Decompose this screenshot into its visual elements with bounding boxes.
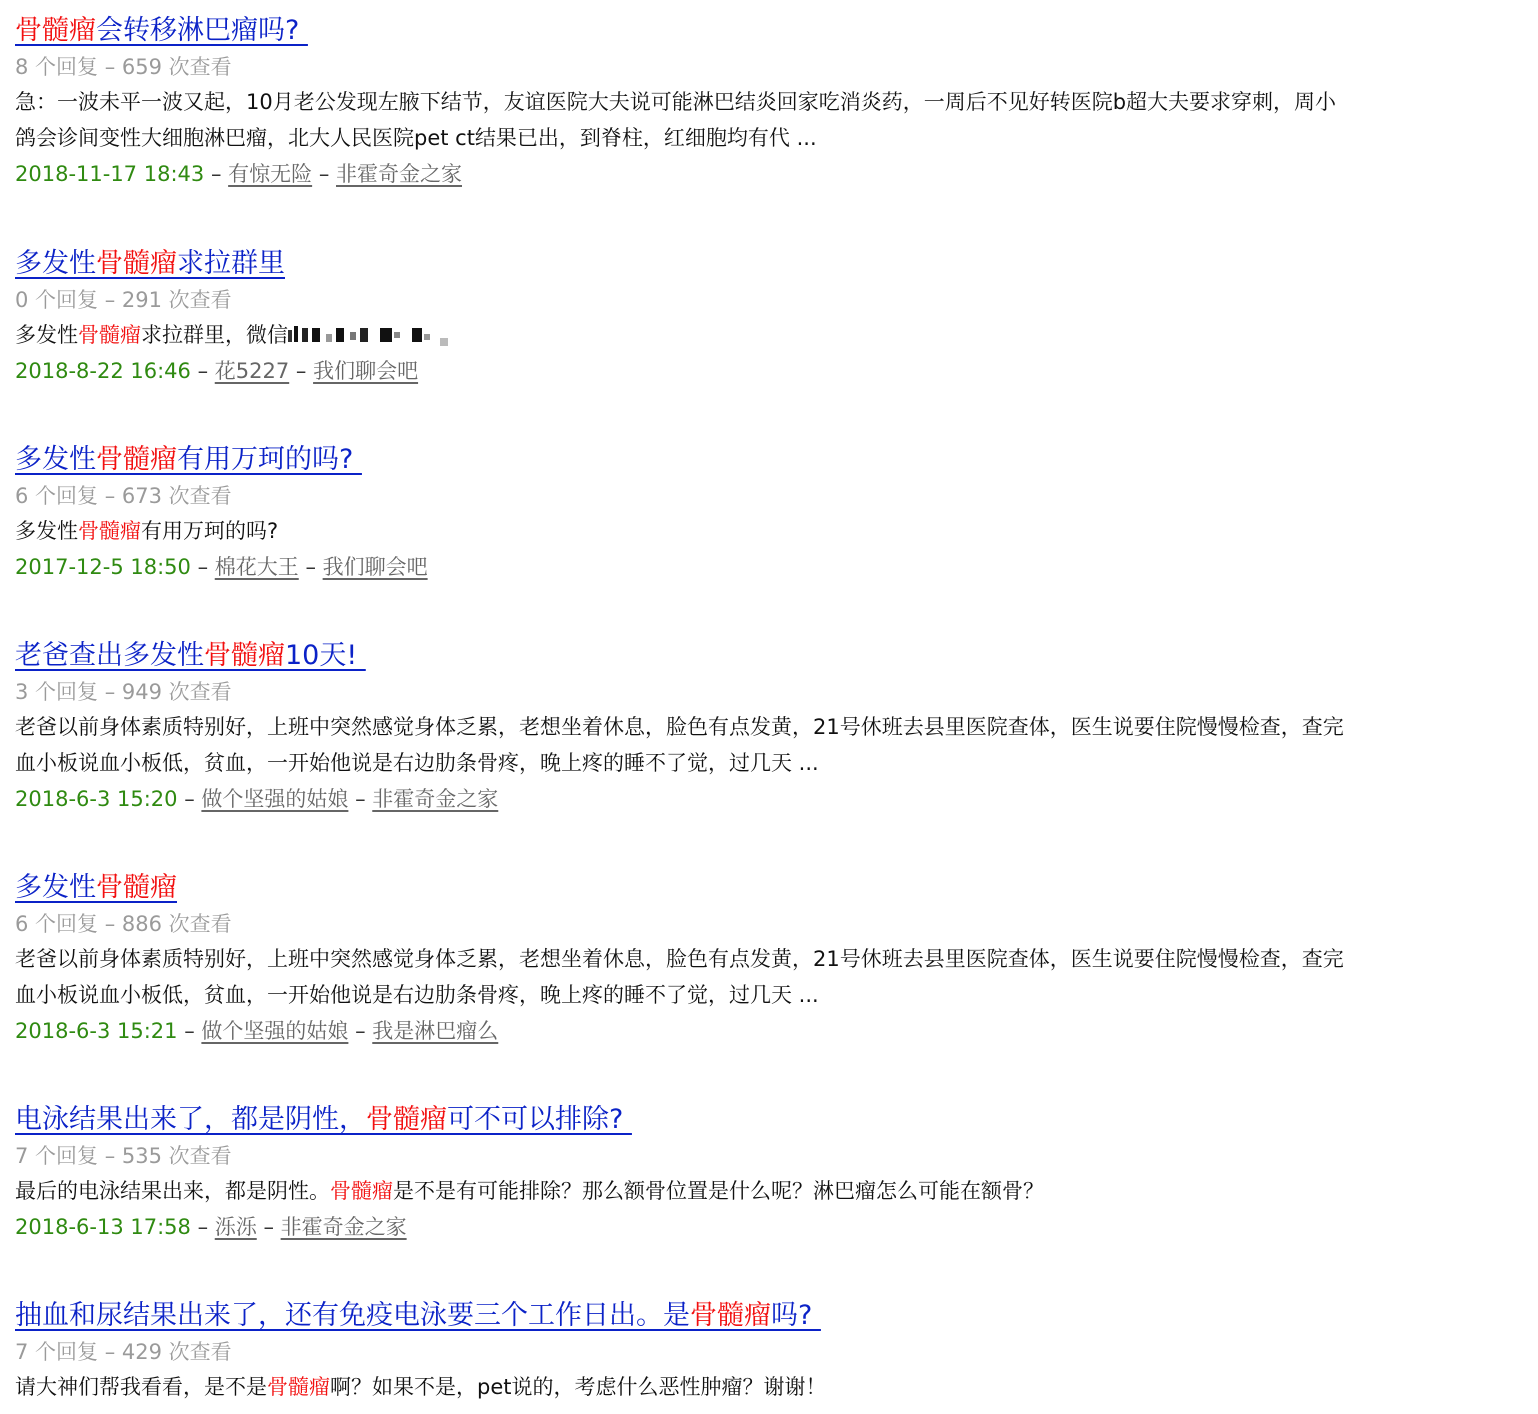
separator: – — [104, 1340, 116, 1364]
post-date: 2018-11-17 18:43 — [15, 162, 205, 186]
title-text: 多发性 — [15, 872, 96, 903]
author-link[interactable]: 做个坚强的姑娘 — [201, 787, 349, 811]
mosaic-block — [412, 328, 422, 342]
snippet-text: 啊？如果不是，pet说的，考虑什么恶性肿瘤？谢谢！ — [330, 1375, 827, 1399]
snippet-keyword-highlight: 骨髓瘤 — [78, 519, 141, 543]
redacted-contact-mosaic — [288, 324, 450, 348]
mosaic-block — [326, 334, 332, 342]
result-title-link[interactable] — [15, 441, 362, 479]
separator: – — [104, 912, 116, 936]
reply-count: 7 个回复 — [15, 1144, 99, 1168]
author-link[interactable]: 花5227 — [214, 359, 290, 383]
snippet-text: 是不是有可能排除？那么额骨位置是什么呢？淋巴瘤怎么可能在额骨？ — [393, 1179, 1044, 1203]
snippet-text: 求拉群里，微信 — [141, 323, 288, 347]
mosaic-block — [380, 328, 392, 342]
snippet-line — [15, 120, 1530, 156]
mosaic-block — [350, 332, 356, 340]
result-snippet — [15, 1173, 1530, 1209]
mosaic-block — [424, 334, 430, 340]
mosaic-block — [440, 338, 448, 346]
result-stats — [15, 907, 1530, 941]
result-item — [15, 869, 1530, 1049]
forum-link[interactable]: 非霍奇金之家 — [280, 1215, 407, 1239]
forum-link[interactable]: 我们聊会吧 — [313, 359, 419, 383]
snippet-keyword-highlight: 骨髓瘤 — [330, 1179, 393, 1203]
title-keyword-highlight: 骨髓瘤 — [690, 1300, 771, 1331]
snippet-keyword-highlight: 骨髓瘤 — [267, 1375, 330, 1399]
result-footer — [15, 1209, 1530, 1245]
result-snippet — [15, 1369, 1530, 1405]
snippet-line — [15, 317, 1530, 353]
title-text: 多发性 — [15, 444, 96, 475]
snippet-text: 多发性 — [15, 323, 78, 347]
title-text: 求拉群里 — [177, 248, 285, 279]
title-text: 可不可以排除? — [447, 1104, 632, 1135]
separator: – — [318, 162, 330, 186]
forum-link[interactable]: 非霍奇金之家 — [372, 787, 499, 811]
separator: – — [184, 787, 195, 811]
result-title-link[interactable] — [15, 245, 285, 283]
separator: – — [210, 162, 222, 186]
result-title-link[interactable] — [15, 1297, 821, 1335]
result-item — [15, 12, 1530, 192]
mosaic-block — [288, 330, 292, 342]
reply-count: 6 个回复 — [15, 912, 99, 936]
forum-link[interactable]: 非霍奇金之家 — [336, 162, 462, 186]
result-stats — [15, 1335, 1530, 1369]
title-keyword-highlight: 骨髓瘤 — [15, 15, 96, 46]
snippet-line — [15, 84, 1530, 120]
result-snippet — [15, 709, 1530, 781]
mosaic-block — [336, 328, 344, 342]
result-stats — [15, 283, 1530, 317]
snippet-text: 老爸以前身体素质特别好，上班中突然感觉身体乏累，老想坐着休息，脸色有点发黄，21号休班去县里医院查体，医生说要住院慢慢检查，查完 — [15, 715, 1344, 739]
result-title-link[interactable] — [15, 1101, 632, 1139]
result-item — [15, 245, 1530, 389]
snippet-text: 鸽会诊间变性大细胞淋巴瘤，北大人民医院pet ct结果已出，到脊柱，红细胞均有代 ... — [15, 126, 817, 150]
view-count: 659 次查看 — [121, 55, 232, 79]
view-count: 429 次查看 — [121, 1340, 232, 1364]
result-stats — [15, 50, 1530, 84]
result-snippet — [15, 84, 1530, 156]
mosaic-block — [294, 326, 298, 342]
separator: – — [355, 787, 366, 811]
mosaic-block — [302, 328, 308, 342]
result-footer — [15, 781, 1530, 817]
title-text: 老爸查出多发性 — [15, 640, 204, 671]
result-title-link[interactable] — [15, 869, 177, 907]
title-text: 会转移淋巴瘤吗? — [96, 15, 308, 46]
snippet-line — [15, 941, 1530, 977]
view-count: 673 次查看 — [121, 484, 232, 508]
title-text: 抽血和尿结果出来了，还有免疫电泳要三个工作日出。是 — [15, 1300, 690, 1331]
title-keyword-highlight: 骨髓瘤 — [96, 872, 177, 903]
separator: – — [197, 555, 209, 579]
snippet-line — [15, 513, 1530, 549]
separator: – — [104, 1144, 116, 1168]
title-text: 10天! — [285, 640, 366, 671]
separator: – — [197, 359, 209, 383]
author-link[interactable]: 做个坚强的姑娘 — [201, 1019, 349, 1043]
post-date: 2018-6-13 17:58 — [15, 1215, 191, 1239]
result-title-link[interactable] — [15, 637, 366, 675]
result-snippet — [15, 513, 1530, 549]
author-link[interactable]: 棉花大王 — [214, 555, 299, 579]
title-keyword-highlight: 骨髓瘤 — [96, 248, 177, 279]
result-title-link[interactable] — [15, 12, 308, 50]
author-link[interactable]: 有惊无险 — [228, 162, 313, 186]
separator: – — [104, 680, 116, 704]
separator: – — [197, 1215, 209, 1239]
snippet-text: 最后的电泳结果出来，都是阴性。 — [15, 1179, 330, 1203]
separator: – — [295, 359, 307, 383]
separator: – — [104, 55, 116, 79]
post-date: 2018-6-3 15:20 — [15, 787, 178, 811]
snippet-text: 多发性 — [15, 519, 78, 543]
snippet-line — [15, 709, 1530, 745]
separator: – — [355, 1019, 366, 1043]
result-item — [15, 441, 1530, 585]
title-keyword-highlight: 骨髓瘤 — [366, 1104, 447, 1135]
mosaic-block — [360, 328, 368, 342]
snippet-text: 血小板说血小板低，贫血，一开始他说是右边肋条骨疼，晚上疼的睡不了觉，过几天 ... — [15, 983, 819, 1007]
mosaic-block — [312, 328, 320, 342]
reply-count: 0 个回复 — [15, 288, 99, 312]
title-keyword-highlight: 骨髓瘤 — [96, 444, 177, 475]
title-text: 电泳结果出来了，都是阴性， — [15, 1104, 366, 1135]
title-text: 吗? — [771, 1300, 821, 1331]
snippet-text: 血小板说血小板低，贫血，一开始他说是右边肋条骨疼，晚上疼的睡不了觉，过几天 ... — [15, 751, 819, 775]
reply-count: 3 个回复 — [15, 680, 99, 704]
separator: – — [104, 484, 116, 508]
view-count: 535 次查看 — [121, 1144, 232, 1168]
forum-link[interactable]: 我们聊会吧 — [322, 555, 428, 579]
snippet-text: 有用万珂的吗? — [141, 519, 279, 543]
title-keyword-highlight: 骨髓瘤 — [204, 640, 285, 671]
result-footer — [15, 1013, 1530, 1049]
result-stats — [15, 1139, 1530, 1173]
snippet-text: 请大神们帮我看看，是不是 — [15, 1375, 267, 1399]
result-item — [15, 637, 1530, 817]
view-count: 886 次查看 — [121, 912, 232, 936]
separator: – — [263, 1215, 274, 1239]
reply-count: 6 个回复 — [15, 484, 99, 508]
title-text: 有用万珂的吗? — [177, 444, 362, 475]
post-date: 2018-6-3 15:21 — [15, 1019, 178, 1043]
forum-link[interactable]: 我是淋巴瘤么 — [372, 1019, 499, 1043]
post-date: 2018-8-22 16:46 — [15, 359, 191, 383]
result-item — [15, 1101, 1530, 1245]
result-snippet — [15, 317, 1530, 353]
snippet-line — [15, 1173, 1530, 1209]
reply-count: 7 个回复 — [15, 1340, 99, 1364]
title-text: 多发性 — [15, 248, 96, 279]
result-stats — [15, 675, 1530, 709]
result-footer — [15, 156, 1530, 192]
author-link[interactable]: 泺泺 — [214, 1215, 257, 1239]
reply-count: 8 个回复 — [15, 55, 99, 79]
result-footer — [15, 549, 1530, 585]
separator: – — [184, 1019, 195, 1043]
separator: – — [305, 555, 316, 579]
result-snippet — [15, 941, 1530, 1013]
mosaic-block — [394, 332, 400, 338]
snippet-line — [15, 1369, 1530, 1405]
result-item — [15, 1297, 1530, 1405]
result-footer — [15, 353, 1530, 389]
snippet-line — [15, 745, 1530, 781]
view-count: 291 次查看 — [121, 288, 232, 312]
view-count: 949 次查看 — [121, 680, 232, 704]
snippet-keyword-highlight: 骨髓瘤 — [78, 323, 141, 347]
separator: – — [104, 288, 116, 312]
result-stats — [15, 479, 1530, 513]
snippet-line — [15, 977, 1530, 1013]
snippet-text: 急：一波未平一波又起，10月老公发现左腋下结节，友谊医院大夫说可能淋巴结炎回家吃消炎药，一周后不见好转医院b超大夫要求穿刺，周小 — [15, 90, 1337, 114]
post-date: 2017-12-5 18:50 — [15, 555, 191, 579]
snippet-text: 老爸以前身体素质特别好，上班中突然感觉身体乏累，老想坐着休息，脸色有点发黄，21号休班去县里医院查体，医生说要住院慢慢检查，查完 — [15, 947, 1344, 971]
